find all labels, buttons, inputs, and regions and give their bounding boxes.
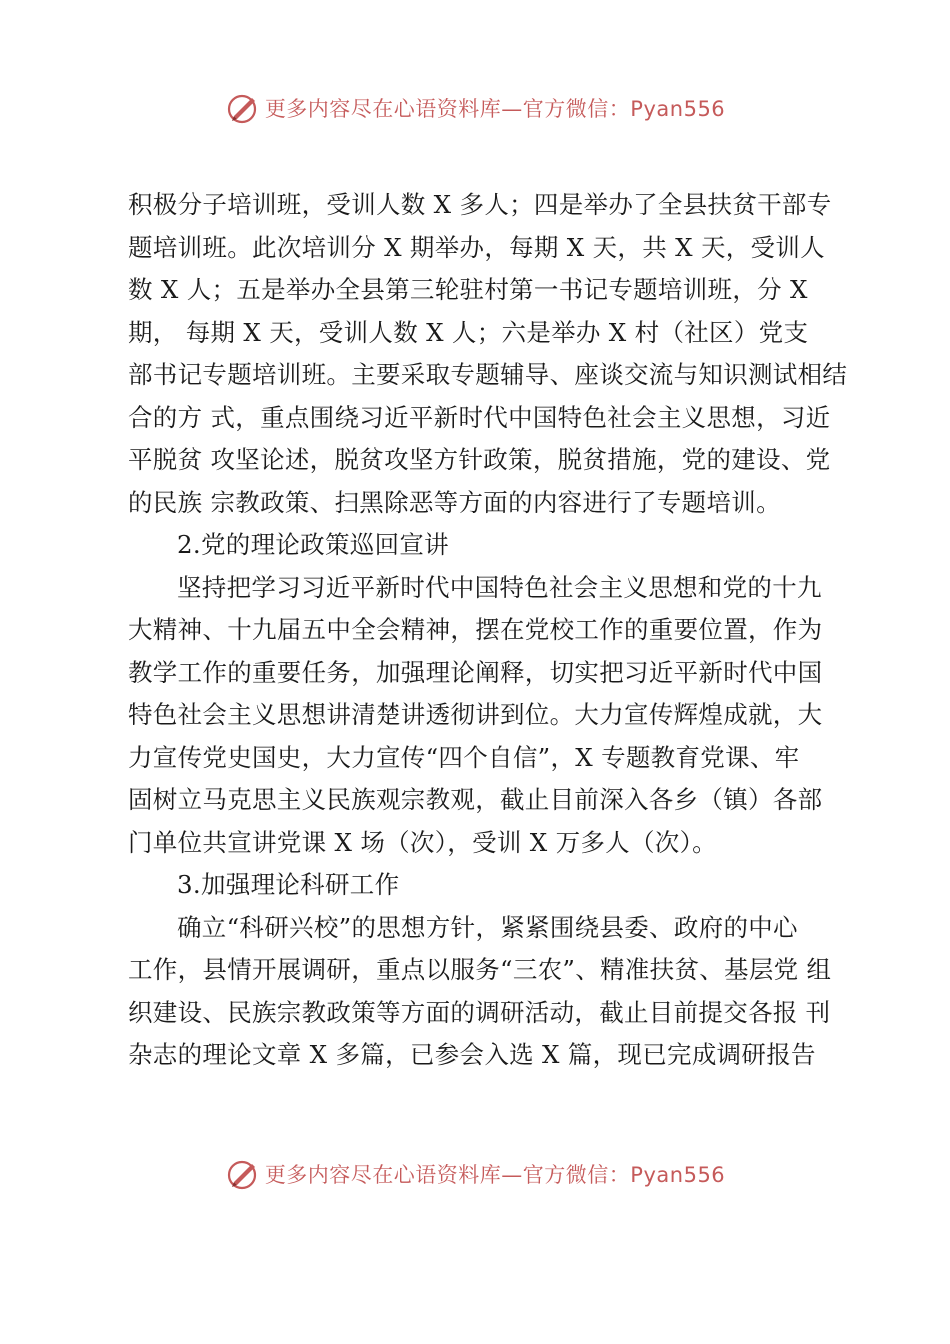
body-line: 合的方 式，重点围绕习近平新时代中国特色社会主义思想，习近: [128, 402, 831, 432]
document-body: [128, 184, 848, 1077]
body-line: 门单位共宣讲党课 X 场（次），受训 X 万多人（次）。: [128, 827, 717, 857]
body-line: 固树立马克思主义民族观宗教观，截止目前深入各乡（镇）各部: [128, 785, 823, 814]
pen-logo-icon: [225, 90, 261, 126]
body-line: 确立“科研兴校”的思想方针，紧紧围绕县委、政府的中心: [177, 912, 798, 942]
body-line: 部书记专题培训班。主要采取专题辅导、座谈交流与知识测试相结: [128, 360, 848, 389]
body-line: 积极分子培训班，受训人数 X 多人；四是举办了全县扶贫干部专: [128, 190, 832, 219]
pen-logo-icon: [225, 1156, 261, 1192]
body-line: 的民族 宗教政策、扫黑除恶等方面的内容进行了专题培训。: [128, 487, 781, 517]
body-line: 教学工作的重要任务，加强理论阐释，切实把习近平新时代中国: [128, 657, 823, 687]
body-line: 数 X 人；五是举办全县第三轮驻村第一书记专题培训班，分 X: [128, 275, 808, 304]
header-banner: [0, 86, 950, 130]
section-heading: 3.加强理论科研工作: [177, 870, 400, 899]
body-line: 力宣传党史国史，大力宣传“四个自信”，X 专题教育党课、牢: [128, 742, 800, 772]
body-line: 题培训班。此次培训分 X 期举办，每期 X 天，共 X 天，受训人: [128, 232, 825, 262]
body-line: 工作，县情开展调研，重点以服务“三农”、精准扶贫、基层党 组: [128, 955, 832, 984]
body-line: 织建设、民族宗教政策等方面的调研活动，截止目前提交各报 刊: [128, 997, 831, 1027]
section-heading: 2.党的理论政策巡回宣讲: [177, 530, 449, 559]
body-line: 坚持把学习习近平新时代中国特色社会主义思想和党的十九: [177, 572, 822, 602]
footer-banner: [0, 1152, 950, 1196]
body-line: 特色社会主义思想讲清楚讲透彻讲到位。大力宣传辉煌成就，大: [128, 700, 823, 729]
footer-banner-text: 更多内容尽在心语资料库—官方微信：Pyan556: [264, 1163, 726, 1187]
body-line: 期， 每期 X 天，受训人数 X 人；六是举办 X 村（社区）党支: [128, 317, 809, 347]
body-line: 平脱贫 攻坚论述，脱贫攻坚方针政策，脱贫措施，党的建设、党: [128, 445, 831, 474]
body-line: 杂志的理论文章 X 多篇，已参会入选 X 篇，现已完成调研报告: [128, 1040, 816, 1069]
header-banner-text: 更多内容尽在心语资料库—官方微信：Pyan556: [264, 97, 726, 121]
body-line: 大精神、十九届五中全会精神，摆在党校工作的重要位置，作为: [128, 615, 823, 644]
